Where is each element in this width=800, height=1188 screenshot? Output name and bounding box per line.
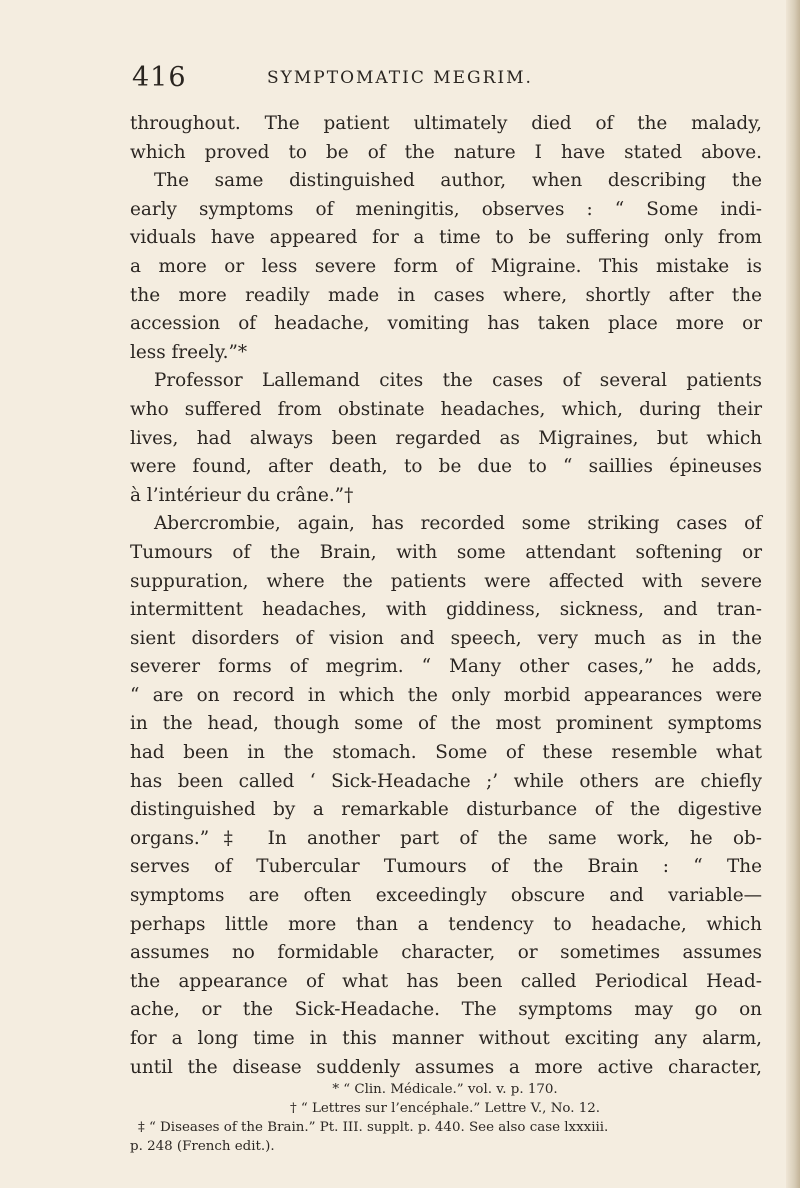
page-header	[0, 62, 800, 102]
text-line: assumes no formidable character, or sometimes assumes	[130, 942, 762, 964]
text-line: accession of headache, vomiting has taken place more or	[130, 313, 762, 335]
text-line: throughout. The patient ultimately died of the malady,	[130, 113, 762, 134]
text-line: has been called ‘ Sick-Headache ;’ while others are chiefly	[130, 770, 762, 792]
text-line: the appearance of what has been called Periodical Head-	[130, 970, 762, 992]
page-edge	[786, 0, 800, 1188]
text-line: Tumours of the Brain, with some attendant softening or	[130, 541, 762, 563]
text-line: had been in the stomach. Some of these resemble what	[130, 742, 762, 764]
text-line: the more readily made in cases where, shortly after the	[130, 284, 762, 306]
page-number: 416	[132, 62, 187, 93]
text-line: for a long time in this manner without exciting any alarm,	[130, 1028, 762, 1049]
text-line: ache, or the Sick-Headache. The symptoms may go on	[130, 999, 762, 1021]
footnote-continuation: p. 248 (French edit.).	[130, 1139, 275, 1154]
body-text	[130, 110, 762, 1082]
text-line: were found, after death, to be due to “ saillies épineuses	[130, 456, 762, 478]
footnote: † “ Lettres sur l’encéphale.” Lettre V., No. 12.	[289, 1101, 601, 1116]
text-line: symptoms are often exceedingly obscure and variable—	[130, 885, 762, 907]
footnote: * “ Clin. Médicale.” vol. v. p. 170.	[332, 1082, 558, 1097]
text-line: distinguished by a remarkable disturbance of the digestive	[130, 799, 762, 821]
text-line: who suffered from obstinate headaches, which, during their	[130, 398, 762, 420]
text-line: organs.”‡ In another part of the same work, he ob-	[130, 827, 762, 849]
text-line: early symptoms of meningitis, observes : “ Some indi-	[130, 198, 762, 220]
text-line: serves of Tubercular Tumours of the Brain : “ The	[130, 856, 762, 878]
text-line: perhaps little more than a tendency to headache, which	[130, 913, 762, 935]
text-line: severer forms of megrim. “ Many other cases,” he adds,	[130, 656, 762, 678]
text-line: à l’intérieur du crâne.”†	[130, 484, 354, 506]
text-line: The same distinguished author, when describing the	[154, 170, 762, 192]
text-line: lives, had always been regarded as Migraines, but which	[130, 427, 762, 449]
text-line: “ are on record in which the only morbid appearances were	[130, 684, 762, 706]
footnote: ‡ “ Diseases of the Brain.” Pt. III. supplt. p. 440. See also case lxxxiii.	[138, 1120, 609, 1135]
text-line: until the disease suddenly assumes a more active character,	[130, 1056, 762, 1078]
text-line: suppuration, where the patients were affected with severe	[130, 570, 762, 592]
footnotes	[130, 1080, 760, 1156]
text-line: a more or less severe form of Migraine. This mistake is	[130, 255, 762, 277]
text-line: which proved to be of the nature I have stated above.	[130, 141, 762, 163]
text-line: sient disorders of vision and speech, very much as in the	[130, 627, 762, 649]
text-line: intermittent headaches, with giddiness, sickness, and tran-	[130, 599, 762, 621]
text-line: Abercrombie, again, has recorded some striking cases of	[154, 513, 762, 535]
text-line: viduals have appeared for a time to be suffering only from	[130, 227, 762, 249]
text-line: in the head, though some of the most prominent symptoms	[130, 713, 762, 735]
text-line: less freely.”*	[130, 341, 248, 363]
running-head: SYMPTOMATIC MEGRIM.	[267, 68, 533, 88]
text-line: Professor Lallemand cites the cases of several patients	[154, 370, 762, 392]
